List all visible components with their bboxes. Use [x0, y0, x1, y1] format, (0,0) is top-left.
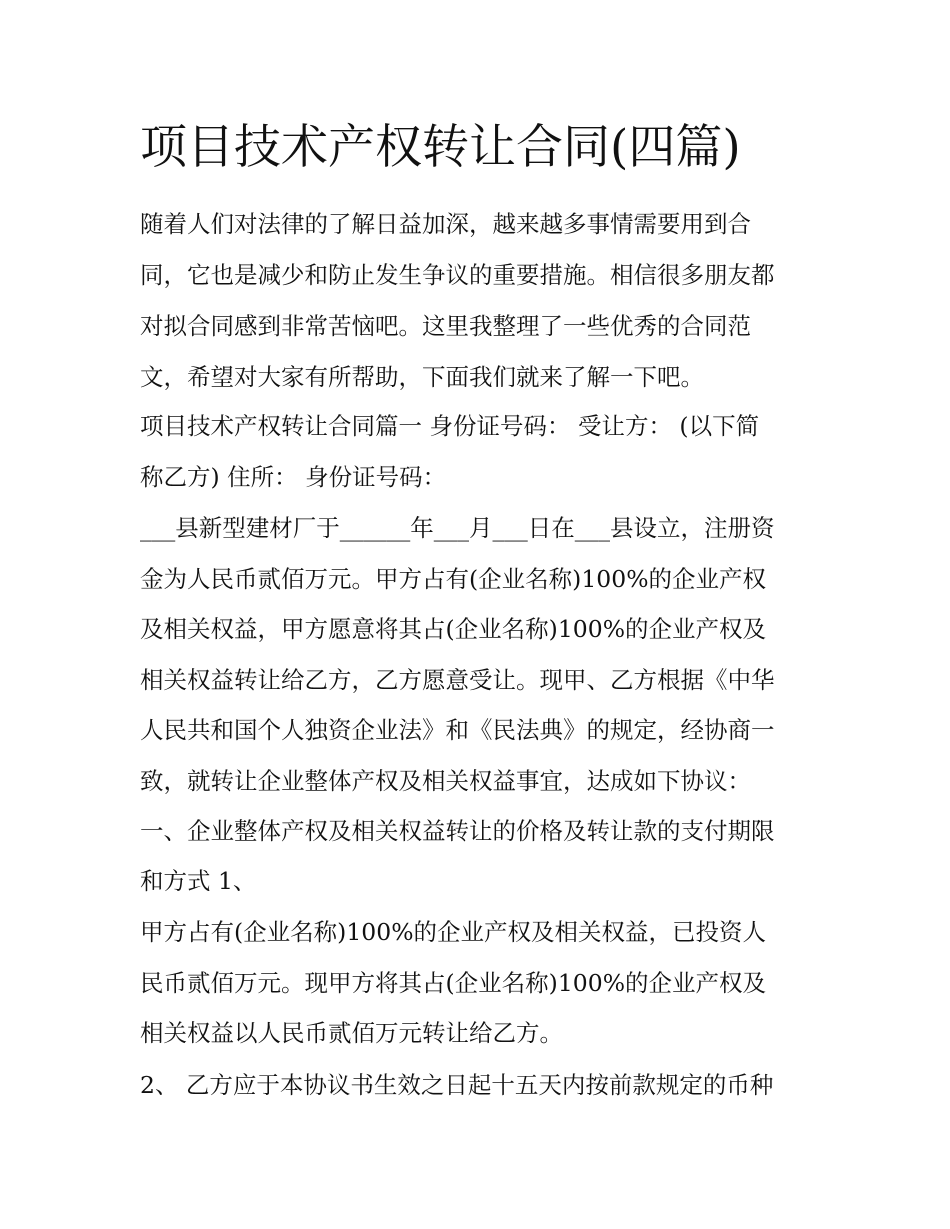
body-line: 文，希望对大家有所帮助，下面我们就来了解一下吧。 — [140, 363, 704, 391]
body-line: 2、 乙方应于本协议书生效之日起十五天内按前款规定的币种 — [140, 1071, 774, 1099]
body-line: 人民共和国个人独资企业法》和《民法典》的规定，经协商一 — [140, 716, 775, 744]
body-line: 相关权益以人民币贰佰万元转让给乙方。 — [140, 1019, 563, 1047]
body-line: 随着人们对法律的了解日益加深，越来越多事情需要用到合 — [140, 210, 751, 238]
body-line: 相关权益转让给乙方，乙方愿意受让。现甲、乙方根据《中华 — [140, 666, 775, 694]
body-line: 称乙方) 住所： 身份证号码： — [140, 463, 447, 491]
body-line: 金为人民币贰佰万元。甲方占有(企业名称)100%的企业产权 — [140, 565, 767, 593]
body-line: 民币贰佰万元。现甲方将其占(企业名称)100%的企业产权及 — [140, 969, 767, 997]
body-line: 同，它也是减少和防止发生争议的重要措施。相信很多朋友都 — [140, 261, 775, 289]
body-line: 一、企业整体产权及相关权益转让的价格及转让款的支付期限 — [140, 817, 775, 845]
body-line: 甲方占有(企业名称)100%的企业产权及相关权益，已投资人 — [140, 918, 767, 946]
body-line: ___县新型建材厂于______年___月___日在___县设立，注册资 — [140, 514, 775, 542]
body-line: 及相关权益，甲方愿意将其占(企业名称)100%的企业产权及 — [140, 615, 767, 643]
body-line: 项目技术产权转让合同篇一 身份证号码： 受让方： (以下简 — [140, 412, 760, 440]
body-line: 致，就转让企业整体产权及相关权益事宜，达成如下协议： — [140, 767, 751, 795]
body-line: 对拟合同感到非常苦恼吧。这里我整理了一些优秀的合同范 — [140, 312, 751, 340]
document-title: 项目技术产权转让合同(四篇) — [140, 120, 741, 175]
body-line: 和方式 1、 — [140, 867, 257, 895]
